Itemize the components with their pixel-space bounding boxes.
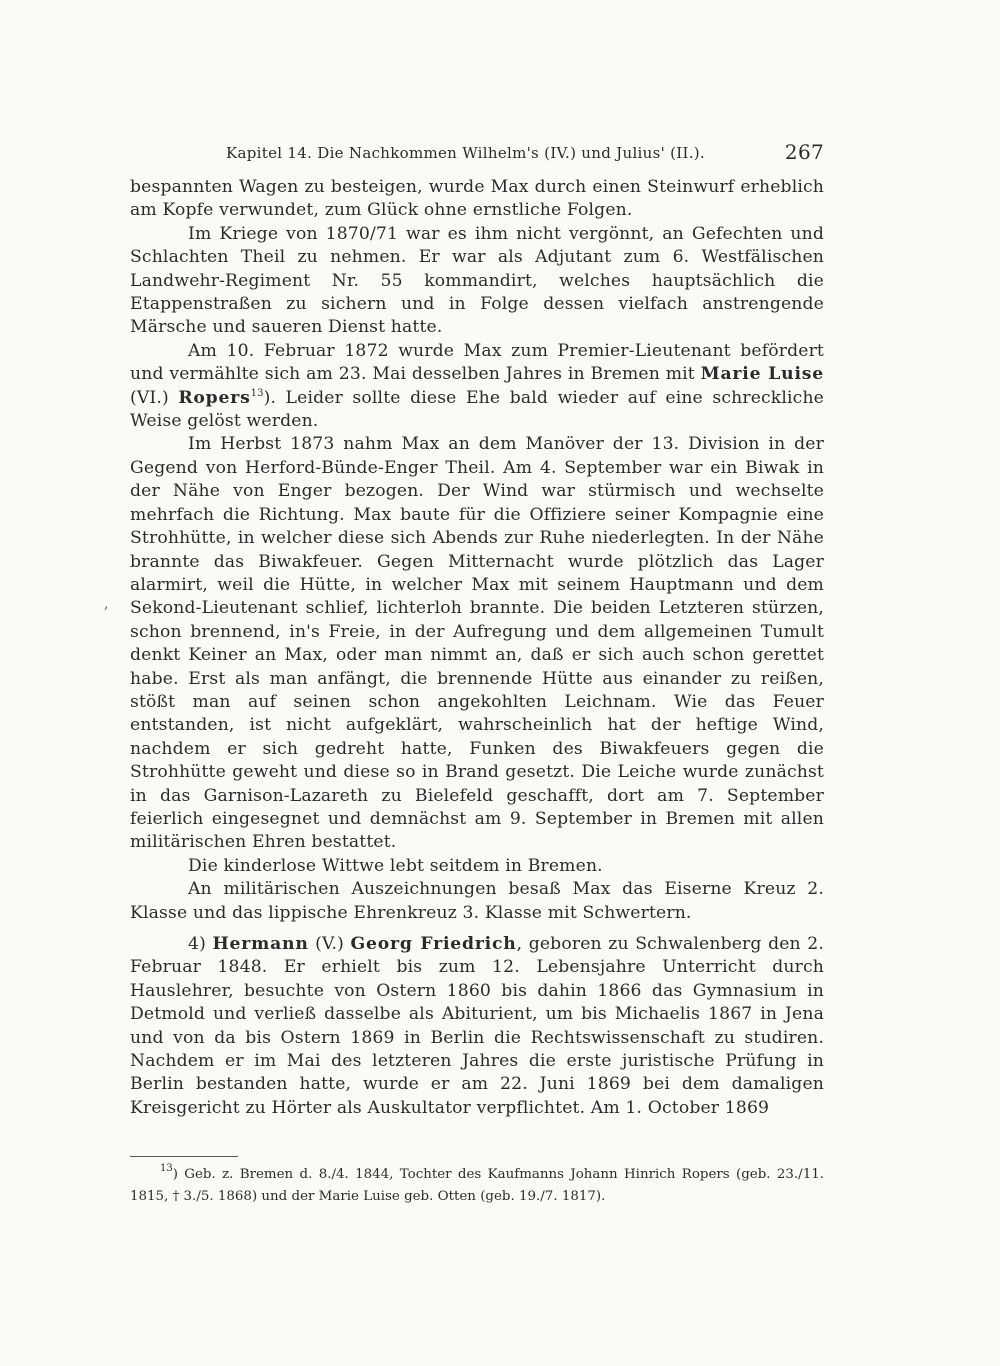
name-georg-friedrich: Georg Friedrich (350, 934, 517, 954)
footnote-13 (130, 1164, 824, 1208)
paragraph-3-text-c: ). Leider sollte diese Ehe bald wieder auf eine schreckliche Weise gelöst werden. (130, 387, 824, 432)
page-number: 267 (784, 140, 824, 164)
body-text (130, 176, 824, 1120)
running-header (226, 140, 824, 166)
paragraph-3-text-b: (VI.) (130, 387, 179, 408)
paragraph-6: An militärischen Auszeichnungen besaß Max das Eiserne Kreuz 2. Klasse und das lippische Ehrenkreuz 3. Klasse mit Schwertern. (130, 879, 824, 923)
paragraph-3 (130, 340, 824, 434)
paragraph-2: Im Kriege von 1870/71 war es ihm nicht vergönnt, an Gefechten und Schlachten Theil zu nehmen. Er war als Adjutant zum 6. Westfälischen Landwehr-Regiment Nr. 55 kommandirt, welches hauptsächlich die Etappenstraßen zu sichern und in Folge dessen vielfach anstrengende Märsche und saueren Dienst hatte. (130, 223, 824, 338)
name-ropers: Ropers (178, 387, 251, 408)
margin-mark: , (104, 596, 109, 612)
paragraph-7-text-b: (V.) (308, 934, 351, 954)
chapter-title: Kapitel 14. Die Nachkommen Wilhelm's (IV.) und Julius' (II.). (226, 144, 705, 162)
footnote-number: 13 (160, 1163, 173, 1174)
name-marie-luise: Marie Luise (700, 364, 824, 385)
footnote (130, 1164, 824, 1208)
paragraph-1: bespannten Wagen zu besteigen, wurde Max durch einen Steinwurf erheblich am Kopfe verwundet, zum Glück ohne ernstliche Folgen. (130, 177, 824, 221)
paragraph-4: Im Herbst 1873 nahm Max an dem Manöver der 13. Division in der Gegend von Herford-Bünde-Enger Theil. Am 4. September war ein Biwak in der Nähe von Enger bezogen. Der Wind war stürmisch und wechselte mehrfach die Richtung. Max baute für die Offiziere seiner Kompagnie eine Strohhütte, in welcher diese sich Abends zur Ruhe niederlegten. In der Nähe brannte das Biwakfeuer. Gegen Mitternacht wurde plötzlich das Lager alarmirt, weil die Hütte, in welcher Max mit seinem Hauptmann und dem Sekond-Lieutenant schlief, lichterloh brannte. Die beiden Letzteren stürzen, schon brennend, in's Freie, in der Aufregung und dem allgemeinen Tumult denkt Keiner an Max, oder man nimmt an, daß er sich auch schon gerettet habe. Erst als man anfängt, die brennende Hütte aus einander zu reißen, stößt man auf seinen schon angekohlten Leichnam. Wie das Feuer entstanden, ist nicht aufgeklärt, wahrscheinlich hat der heftige Wind, nachdem er sich gedreht hatte, Funken des Biwakfeuers gegen die Strohhütte geweht und diese so in Brand gesetzt. Die Leiche wurde zunächst in das Garnison-Lazareth zu Bielefeld geschafft, dort am 7. September feierlich eingesegnet und demnächst am 9. September in Bremen mit allen militärischen Ehren bestattet. (130, 434, 824, 853)
paragraph-3-text-a: Am 10. Februar 1872 wurde Max zum Premier-Lieutenant befördert und vermählte sich am 23. Mai desselben Jahres in Bremen mit (130, 340, 824, 385)
footnote-ref: 13 (250, 387, 264, 399)
paragraph-5: Die kinderlose Wittwe lebt seitdem in Bremen. (188, 855, 603, 876)
paragraph-7 (130, 933, 824, 1120)
footnote-text: ) Geb. z. Bremen d. 8./4. 1844, Tochter des Kaufmanns Johann Hinrich Ropers (geb. 23./11. 1815, † 3./5. 1868) und der Marie Luise geb. Otten (geb. 19./7. 1817). (130, 1167, 824, 1204)
footnote-divider (130, 1156, 238, 1157)
entry-number: 4) (188, 934, 213, 954)
paragraph-7-text-c: , geboren zu Schwalenberg den 2. Februar 1848. Er erhielt bis zum 12. Lebensjahre Unterricht durch Hauslehrer, besuchte von Ostern 1860 bis dahin 1866 das Gymnasium in Detmold und verließ dasselbe als Abiturient, um bis Michaelis 1867 in Jena und von da bis Ostern 1869 in Berlin die Rechtswissenschaft zu studiren. Nachdem er im Mai des letzteren Jahres die erste juristische Prüfung in Berlin bestanden hatte, wurde er am 22. Juni 1869 bei dem damaligen Kreisgericht zu Hörter als Auskultator verpflichtet. Am 1. October 1869 (130, 934, 824, 1118)
name-hermann: Hermann (212, 934, 309, 954)
